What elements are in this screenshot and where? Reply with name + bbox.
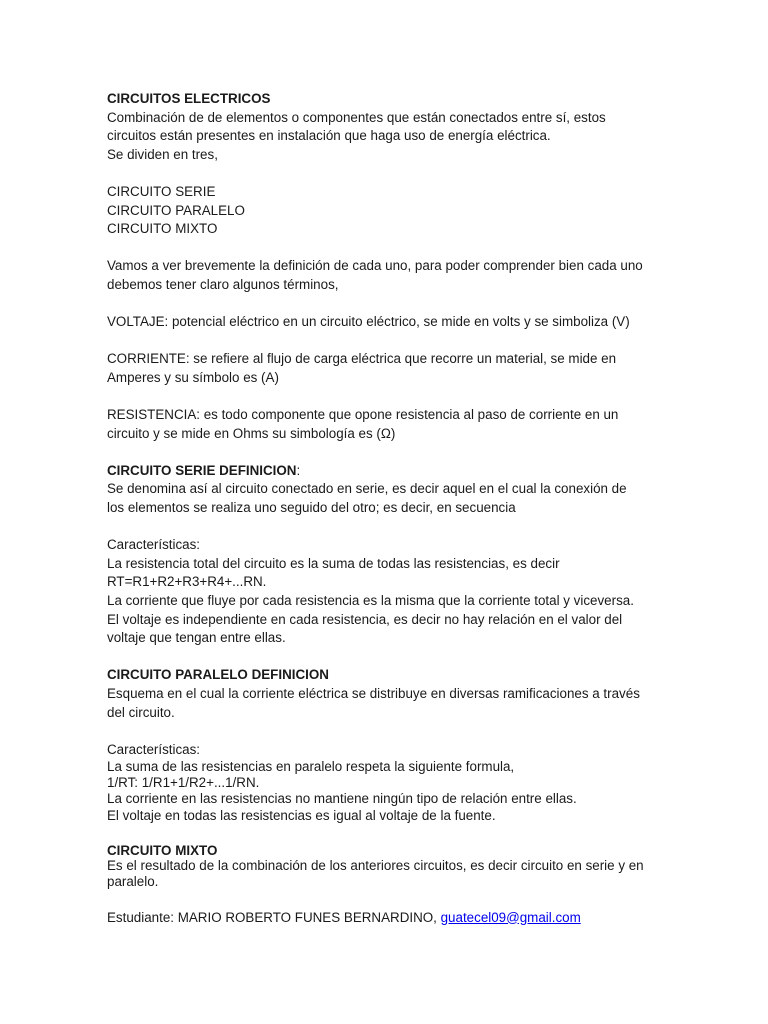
mixto-line: paralelo.	[107, 873, 159, 889]
type-item-paralelo: CIRCUITO PARALELO	[107, 202, 245, 218]
paralelo-char-line: La corriente en las resistencias no mantiene ningún tipo de relación entre ellas.	[107, 791, 577, 807]
serie-char-line: La corriente que fluye por cada resistencia es la misma que la corriente total y viceversa.	[107, 593, 634, 609]
paralelo-char-line: El voltaje en todas las resistencias es igual al voltaje de la fuente.	[107, 808, 496, 824]
preamble-line: Vamos a ver brevemente la definición de cada uno, para poder comprender bien cada uno	[107, 258, 643, 274]
intro-line: Combinación de de elementos o componentes que están conectados entre sí, estos	[107, 109, 606, 125]
mixto-heading: CIRCUITO MIXTO	[107, 842, 218, 858]
serie-heading-colon: :	[296, 462, 301, 478]
intro-line: circuitos están presentes en instalación que haga uso de energía eléctrica.	[107, 128, 551, 144]
intro-heading: CIRCUITOS ELECTRICOS	[107, 91, 271, 106]
paralelo-char-line: 1/RT: 1/R1+1/R2+...1/RN.	[107, 774, 260, 790]
email-link[interactable]: guatecel09@gmail.com	[440, 909, 581, 925]
type-item-mixto: CIRCUITO MIXTO	[107, 221, 218, 237]
preamble-line: debemos tener claro algunos términos,	[107, 276, 339, 292]
serie-line: los elementos se realiza uno seguido del otro; es decir, en secuencia	[107, 500, 516, 516]
term-resistencia: RESISTENCIA: es todo componente que opone resistencia al paso de corriente en un	[107, 407, 619, 423]
intro-line: Se dividen en tres,	[107, 146, 218, 162]
serie-char-line: La resistencia total del circuito es la suma de todas las resistencias, es decir	[107, 555, 560, 571]
paralelo-line: del circuito.	[107, 704, 175, 720]
serie-char-label: Características:	[107, 537, 201, 553]
document-page	[107, 90, 667, 927]
type-item-serie: CIRCUITO SERIE	[107, 183, 216, 199]
student-footer	[107, 909, 667, 928]
paralelo-line: Esquema en el cual la corriente eléctrica se distribuye en diversas ramificaciones a través	[107, 686, 640, 701]
serie-heading-line	[107, 462, 667, 481]
term-corriente: Amperes y su símbolo es (A)	[107, 369, 279, 385]
serie-char-line: voltaje que tengan entre ellas.	[107, 630, 286, 646]
term-resistencia: circuito y se mide en Ohms su simbología es (Ω)	[107, 425, 396, 441]
paralelo-heading: CIRCUITO PARALELO DEFINICION	[107, 667, 329, 683]
student-label: Estudiante: MARIO ROBERTO FUNES BERNARDINO,	[107, 909, 441, 925]
term-corriente: CORRIENTE: se refiere al flujo de carga eléctrica que recorre un material, se mide en	[107, 351, 617, 367]
serie-char-line: RT=R1+R2+R3+R4+...RN.	[107, 574, 267, 590]
term-voltaje: VOLTAJE: potencial eléctrico en un circuito eléctrico, se mide en volts y se simboliza (V)	[107, 314, 630, 330]
paralelo-char-label: Características:	[107, 741, 201, 757]
mixto-line: Es el resultado de la combinación de los anteriores circuitos, es decir circuito en serie y en	[107, 857, 644, 873]
serie-line: Se denomina así al circuito conectado en serie, es decir aquel en el cual la conexión de	[107, 481, 627, 497]
serie-char-line: El voltaje es independiente en cada resistencia, es decir no hay relación en el valor del	[107, 611, 623, 627]
serie-heading: CIRCUITO SERIE DEFINICION	[107, 462, 297, 478]
paralelo-char-line: La suma de las resistencias en paralelo respeta la siguiente formula,	[107, 759, 515, 775]
